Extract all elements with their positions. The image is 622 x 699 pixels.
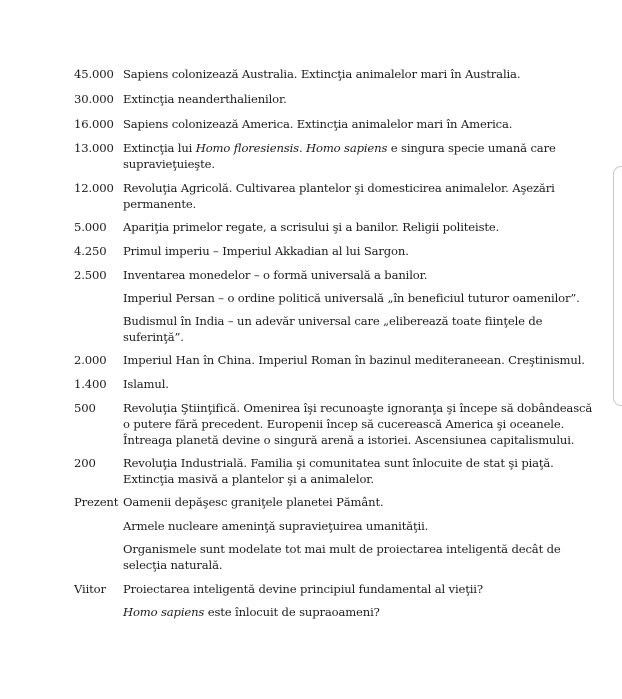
entry-date: 2.000 — [74, 353, 107, 367]
entry-line: Extincţia masivă a plantelor şi a animalelor. — [123, 472, 374, 486]
entry-text — [123, 455, 563, 487]
entry-line: Primul imperiu – Imperiul Akkadian al lui Sargon. — [123, 244, 409, 258]
entry-date: 12.000 — [74, 181, 114, 195]
entry-text — [123, 219, 563, 235]
entry-line: Inventarea monedelor – o formă universală a banilor. — [123, 268, 428, 282]
entry-text — [123, 243, 563, 259]
entry-text — [123, 352, 585, 368]
entry-line: Imperiul Persan – o ordine politică universală „în beneficiul tuturor oamenilor”. — [123, 291, 580, 305]
entry-line: Revoluţia Agricolă. Cultivarea plantelor şi domesticirea animalelor. Aşezări — [123, 181, 555, 195]
entry-line: Proiectarea inteligentă devine principiul fundamental al vieţii? — [123, 582, 483, 596]
entry-line: Apariţia primelor regate, a scrisului şi a banilor. Religii politeiste. — [123, 220, 500, 234]
entry-text — [123, 400, 593, 448]
entry-date: 13.000 — [74, 141, 114, 155]
entry-date: 200 — [74, 456, 96, 470]
species-name: Homo sapiens — [306, 141, 388, 155]
entry-line: selecţia naturală. — [123, 558, 223, 572]
entry-text — [123, 91, 563, 107]
species-name: Homo floresiensis — [195, 141, 299, 155]
entry-date: 2.500 — [74, 268, 107, 282]
scroll-handle[interactable] — [613, 166, 622, 406]
entry-text — [123, 180, 563, 212]
entry-line: Oamenii depăşesc graniţele planetei Pământ. — [123, 495, 384, 509]
entry-line — [123, 140, 563, 156]
entry-text — [123, 66, 563, 82]
entry-text — [123, 290, 580, 306]
entry-line: Islamul. — [123, 377, 169, 391]
species-name: Homo sapiens — [123, 605, 205, 619]
entry-line: suferinţă”. — [123, 330, 184, 344]
entry-date: Viitor — [74, 582, 106, 596]
entry-date: 45.000 — [74, 67, 114, 81]
entry-text — [123, 494, 563, 510]
entry-line: Budismul în India – un adevăr universal care „eliberează toate fiinţele de — [123, 314, 543, 328]
plain-text: . — [298, 141, 307, 155]
entry-date: Prezent — [74, 495, 119, 509]
entry-text — [123, 140, 563, 172]
plain-text: este înlocuit de supraoameni? — [204, 605, 380, 619]
entry-line: Revoluţia Ştiinţifică. Omenirea îşi recunoaşte ignoranţa şi începe să dobândească — [123, 401, 593, 415]
plain-text: Extincţia lui — [123, 141, 196, 155]
entry-text — [123, 376, 563, 392]
entry-date: 1.400 — [74, 377, 107, 391]
entry-date: 500 — [74, 401, 96, 415]
plain-text: e singura specie umană care — [387, 141, 556, 155]
entry-line: Sapiens colonizează Australia. Extincţia animalelor mari în Australia. — [123, 67, 521, 81]
entry-text — [123, 518, 563, 534]
entry-line: Întreaga planetă devine o singură arenă a istoriei. Ascensiunea capitalismului. — [123, 433, 575, 447]
entry-line: supravieţuieşte. — [123, 157, 215, 171]
entry-line — [123, 604, 563, 620]
entry-date: 30.000 — [74, 92, 114, 106]
entry-line: o putere fără precedent. Europenii încep să cucerească America şi oceanele. — [123, 417, 565, 431]
entry-line: Extincţia neanderthalienilor. — [123, 92, 287, 106]
entry-date: 4.250 — [74, 244, 107, 258]
entry-text — [123, 267, 563, 283]
entry-line: Sapiens colonizează America. Extincţia animalelor mari în America. — [123, 117, 513, 131]
entry-text — [123, 581, 563, 597]
entry-text — [123, 116, 563, 132]
entry-line: Armele nucleare ameninţă supravieţuirea umanităţii. — [123, 519, 429, 533]
entry-line: Revoluţia Industrială. Familia şi comunitatea sunt înlocuite de stat şi piaţă. — [123, 456, 554, 470]
entry-line: permanente. — [123, 197, 197, 211]
entry-text — [123, 313, 563, 345]
entry-line: Organismele sunt modelate tot mai mult de proiectarea inteligentă decât de — [123, 542, 561, 556]
entry-text — [123, 541, 563, 573]
entry-line: Imperiul Han în China. Imperiul Roman în bazinul mediteraneean. Creştinismul. — [123, 353, 585, 367]
entry-date: 16.000 — [74, 117, 114, 131]
entry-text — [123, 604, 563, 620]
entry-date: 5.000 — [74, 220, 107, 234]
